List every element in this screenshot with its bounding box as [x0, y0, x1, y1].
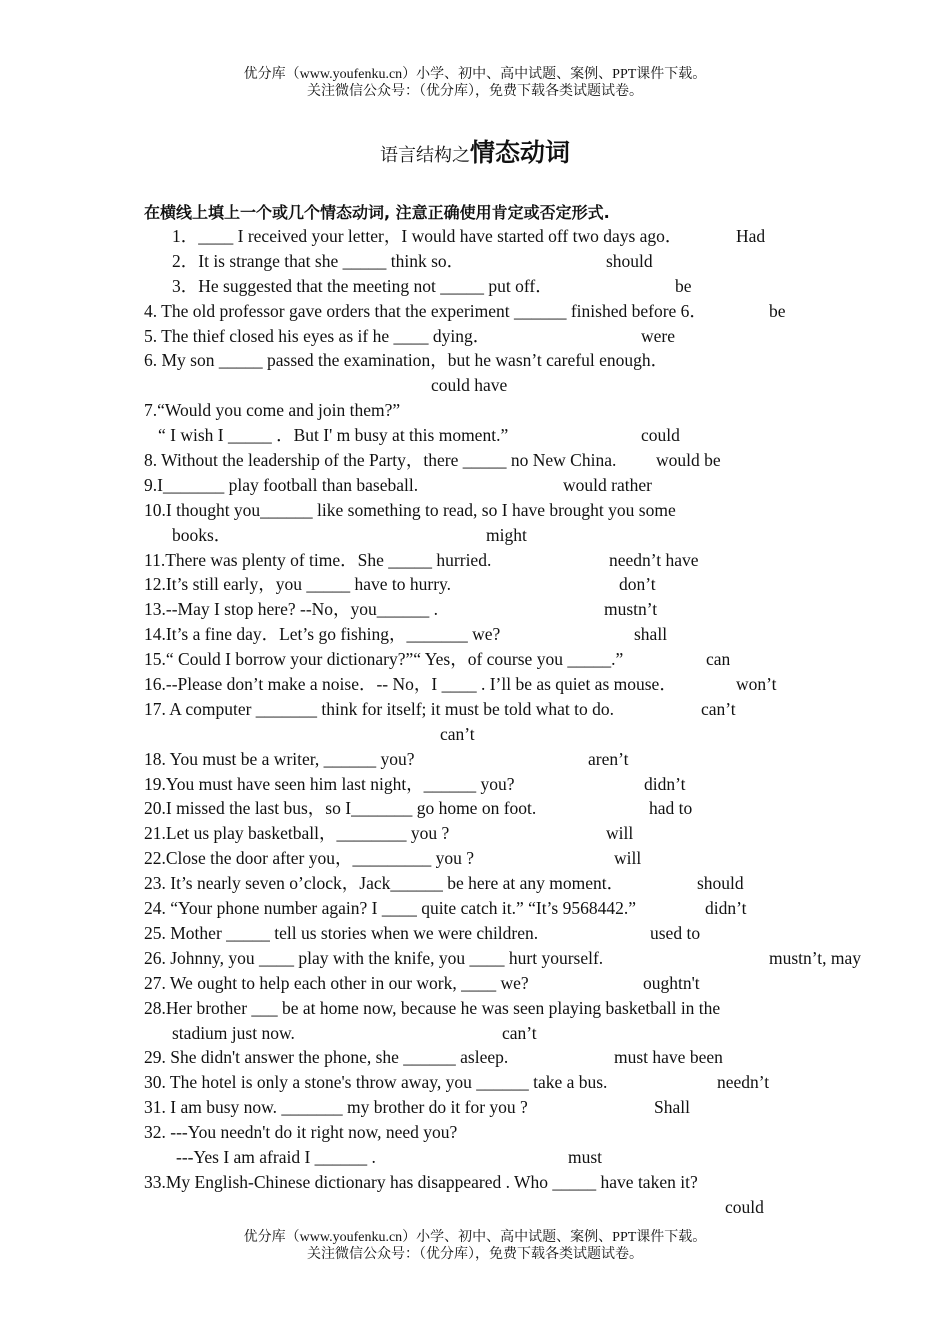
- page-header: [0, 66, 950, 100]
- page-title: [0, 133, 950, 169]
- question-line: [144, 846, 804, 871]
- question-text: ---Yes I am afraid I ______ .: [176, 1146, 376, 1167]
- question-line: [144, 348, 804, 373]
- answer-text: can’t: [502, 1022, 537, 1043]
- question-line: [144, 423, 804, 448]
- question-line: [144, 572, 804, 597]
- answer-text: shall: [634, 624, 668, 645]
- answer-text: should: [697, 873, 744, 894]
- question-line: [144, 523, 804, 548]
- answer-text: used to: [650, 922, 701, 943]
- question-text: 12.It’s still early，you _____ have to hurry.: [144, 574, 452, 595]
- answer-text: Shall: [654, 1097, 690, 1118]
- answer-text: must: [568, 1146, 603, 1167]
- question-text: 10.I thought you______ like something to read, so I have brought you some: [144, 499, 676, 520]
- question-line: [144, 548, 804, 573]
- answer-text: oughtn't: [643, 972, 700, 993]
- question-text: 16.--Please don’t make a noise．-- No，I ____ . I’ll be as quiet as mouse．: [144, 674, 677, 695]
- question-line: [144, 373, 804, 398]
- answer-text: didn’t: [644, 773, 686, 794]
- question-line: [144, 1170, 804, 1195]
- question-line: [144, 1095, 804, 1120]
- question-text: 4. The old professor gave orders that the experiment ______ finished before 6．: [144, 300, 707, 321]
- question-line: [144, 274, 804, 299]
- question-text: 22.Close the door after you，_________ you ?: [144, 848, 475, 869]
- question-line: [144, 747, 804, 772]
- footer-line-1: 优分库（www.youfenku.cn）小学、初中、高中试题、案例、PPT课件下载。: [243, 1230, 707, 1245]
- answer-text: will: [614, 848, 642, 869]
- question-line: [144, 224, 804, 249]
- question-text: 7.“Would you come and join them?”: [144, 400, 401, 421]
- title-main: 情态动词: [469, 138, 570, 167]
- question-line: [144, 1070, 804, 1095]
- question-line: [144, 324, 804, 349]
- question-text: 29. She didn't answer the phone, she ______ asleep.: [144, 1047, 509, 1068]
- question-line: [144, 1021, 804, 1046]
- answer-text: needn’t have: [609, 549, 699, 570]
- answer-text: must have been: [614, 1047, 723, 1068]
- question-text: 1．____ I received your letter，I would have started off two days ago．: [172, 226, 683, 246]
- question-text: 28.Her brother ___ be at home now, because he was seen playing basketball in the: [144, 997, 721, 1018]
- answer-text: can’t: [701, 698, 736, 719]
- answer-text: would be: [656, 450, 721, 471]
- question-text: 23. It’s nearly seven o’clock，Jack______ be here at any moment．: [144, 873, 625, 894]
- footer-line-2: 关注微信公众号：（优分库），免费下载各类试题试卷。: [307, 1247, 643, 1262]
- answer-text: aren’t: [588, 748, 629, 769]
- question-line: [144, 772, 804, 797]
- question-line: [144, 1120, 804, 1145]
- question-line: [144, 647, 804, 672]
- question-list: [144, 224, 862, 1220]
- question-text: 24. “Your phone number again? I ____ quite catch it.” “It’s 9568442.”: [144, 898, 636, 919]
- question-text: 20.I missed the last bus，so I_______ go home on foot.: [144, 798, 537, 819]
- question-line: [144, 821, 804, 846]
- question-line: [144, 697, 804, 722]
- question-text: 8. Without the leadership of the Party，there _____ no New China.: [144, 450, 617, 471]
- answer-text: mustn’t, may: [769, 947, 862, 968]
- question-line: [144, 1145, 804, 1170]
- question-text: 15.“ Could I borrow your dictionary?”“ Yes，of course you _____.”: [144, 649, 624, 670]
- question-text: 27. We ought to help each other in our work, ____ we?: [144, 972, 529, 993]
- title-prefix: 语言结构之: [379, 145, 470, 165]
- instruction: 在横线上填上一个或几个情态动词, 注意正确使用肯定或否定形式.: [144, 203, 610, 222]
- question-line: [144, 448, 804, 473]
- answer-text: be: [769, 300, 786, 321]
- question-text: stadium just now.: [172, 1022, 295, 1043]
- answer-text: can’t: [440, 723, 475, 744]
- question-line: [144, 871, 804, 896]
- question-text: 26. Johnny, you ____ play with the knife, you ____ hurt yourself.: [144, 947, 604, 968]
- answer-text: were: [641, 325, 676, 346]
- question-text: 2．It is strange that she _____ think so．: [172, 250, 465, 271]
- answer-text: could: [725, 1196, 764, 1217]
- answer-text: should: [606, 250, 653, 271]
- question-text: 14.It’s a fine day．Let’s go fishing，_______ we?: [144, 624, 501, 645]
- question-line: [144, 498, 804, 523]
- answer-text: mustn’t: [604, 599, 658, 620]
- question-text: 32. ---You needn't do it right now, need you?: [144, 1122, 458, 1143]
- question-line: [144, 1045, 804, 1070]
- question-text: 31. I am busy now. _______ my brother do it for you ?: [144, 1097, 528, 1118]
- question-text: 30. The hotel is only a stone's throw away, you ______ take a bus.: [144, 1072, 608, 1093]
- answer-text: had to: [649, 798, 693, 819]
- question-text: 3．He suggested that the meeting not _____ put off．: [172, 275, 553, 296]
- answer-text: be: [675, 275, 692, 296]
- question-text: 17. A computer _______ think for itself; it must be told what to do.: [144, 698, 615, 719]
- question-text: books．: [172, 524, 232, 545]
- question-line: [144, 398, 804, 423]
- question-text: 19.You must have seen him last night，______ you?: [144, 773, 515, 794]
- question-text: 9.I_______ play football than baseball.: [144, 474, 419, 495]
- answer-text: would rather: [563, 474, 652, 495]
- question-line: [144, 971, 804, 996]
- question-line: [144, 473, 804, 498]
- answer-text: don’t: [619, 574, 656, 595]
- answer-text: can: [706, 649, 731, 670]
- answer-text: could have: [431, 375, 508, 396]
- question-text: 33.My English-Chinese dictionary has disappeared . Who _____ have taken it?: [144, 1171, 698, 1192]
- question-line: [144, 1195, 804, 1220]
- question-text: 6. My son _____ passed the examination，but he wasn’t careful enough．: [144, 350, 669, 371]
- question-text: 5. The thief closed his eyes as if he ____ dying．: [144, 325, 491, 346]
- header-line-1: 优分库（www.youfenku.cn）小学、初中、高中试题、案例、PPT课件下载。: [243, 67, 707, 82]
- answer-text: could: [641, 425, 680, 446]
- question-line: [144, 672, 804, 697]
- question-line: [144, 896, 804, 921]
- question-line: [144, 249, 804, 274]
- question-text: “ I wish I _____ ．But I' m busy at this moment.”: [158, 425, 509, 446]
- header-line-2: 关注微信公众号：（优分库），免费下载各类试题试卷。: [307, 84, 643, 99]
- question-text: 25. Mother _____ tell us stories when we were children.: [144, 922, 539, 943]
- question-text: 18. You must be a writer, ______ you?: [144, 748, 415, 769]
- answer-text: will: [606, 823, 634, 844]
- answer-text: won’t: [736, 674, 777, 695]
- question-line: [144, 796, 804, 821]
- question-line: [144, 946, 862, 971]
- answer-text: didn’t: [705, 898, 747, 919]
- question-line: [144, 622, 804, 647]
- page-footer: [0, 1229, 950, 1263]
- question-text: 21.Let us play basketball，________ you ?: [144, 823, 450, 844]
- question-line: [144, 299, 804, 324]
- answer-text: Had: [736, 226, 766, 246]
- question-line: [144, 996, 804, 1021]
- question-text: 11.There was plenty of time．She _____ hurried.: [144, 549, 492, 570]
- question-line: [144, 921, 804, 946]
- question-line: [144, 597, 804, 622]
- question-line: [144, 722, 804, 747]
- answer-text: needn’t: [717, 1072, 770, 1093]
- question-text: 13.--May I stop here? --No，you______ .: [144, 599, 439, 620]
- answer-text: might: [486, 524, 527, 545]
